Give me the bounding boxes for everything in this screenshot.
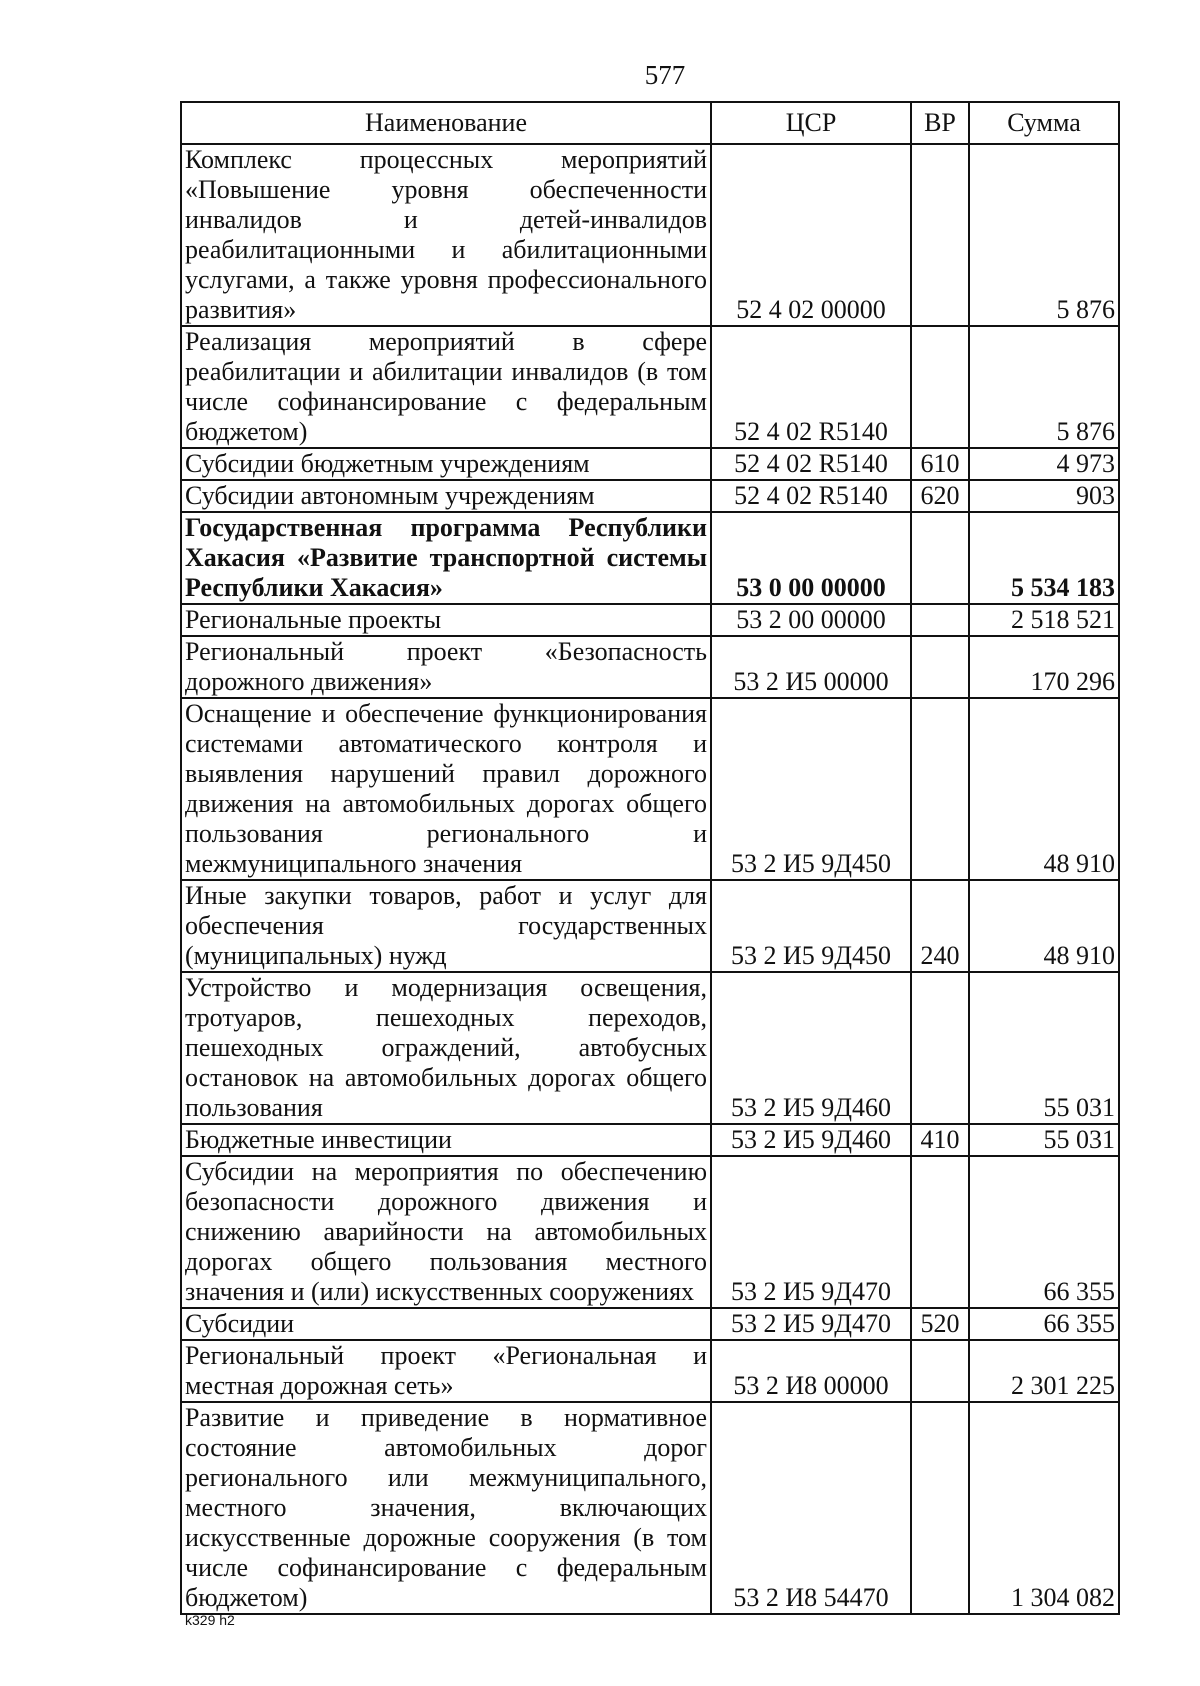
row-vr: [911, 512, 969, 604]
row-csr: 53 2 И5 9Д460: [711, 972, 911, 1124]
row-vr: 240: [911, 880, 969, 972]
budget-table: [180, 101, 1120, 1615]
row-csr: 53 2 00 00000: [711, 604, 911, 636]
page-number: 577: [644, 60, 686, 90]
row-csr: 53 2 И5 9Д450: [711, 698, 911, 880]
footer-code: k329 h2: [185, 1612, 235, 1628]
row-csr: 52 4 02 R5140: [711, 480, 911, 512]
table-row: [181, 326, 1119, 448]
row-csr: 53 2 И5 00000: [711, 636, 911, 698]
row-sum: 903: [969, 480, 1119, 512]
row-vr: 520: [911, 1308, 969, 1340]
table-row: [181, 1308, 1119, 1340]
row-vr: [911, 326, 969, 448]
table-row: [181, 880, 1119, 972]
table-header-row: [181, 102, 1119, 144]
table-row: [181, 636, 1119, 698]
row-name: Оснащение и обеспечение функционирования системами автоматического контроля и выявления нарушений правил дорожного движения на автомобильных дорогах общего пользования регионального и межмуниципального значения: [181, 698, 711, 880]
row-csr: 53 2 И8 00000: [711, 1340, 911, 1402]
row-sum: 4 973: [969, 448, 1119, 480]
row-sum: 55 031: [969, 972, 1119, 1124]
row-vr: 610: [911, 448, 969, 480]
row-name: Комплекс процессных мероприятий «Повышение уровня обеспеченности инвалидов и детей-инвалидов реабилитационными и абилитационными услугами, а также уровня профессионального развития»: [181, 144, 711, 326]
row-csr: 53 0 00 00000: [711, 512, 911, 604]
header-vr: ВР: [911, 102, 969, 144]
row-sum: 5 876: [969, 326, 1119, 448]
row-csr: 53 2 И5 9Д470: [711, 1308, 911, 1340]
row-sum: 170 296: [969, 636, 1119, 698]
table-row: [181, 972, 1119, 1124]
row-sum: 66 355: [969, 1156, 1119, 1308]
row-name: Устройство и модернизация освещения, тротуаров, пешеходных переходов, пешеходных ограждений, автобусных остановок на автомобильных дорогах общего пользования: [181, 972, 711, 1124]
row-name: Иные закупки товаров, работ и услуг для обеспечения государственных (муниципальных) нужд: [181, 880, 711, 972]
header-name: Наименование: [181, 102, 711, 144]
row-name: Реализация мероприятий в сфере реабилитации и абилитации инвалидов (в том числе софинансирование с федеральным бюджетом): [181, 326, 711, 448]
row-sum: 5 534 183: [969, 512, 1119, 604]
row-name: Субсидии на мероприятия по обеспечению безопасности дорожного движения и снижению аварийности на автомобильных дорогах общего пользования местного значения и (или) искусственных сооружениях: [181, 1156, 711, 1308]
row-name: Бюджетные инвестиции: [181, 1124, 711, 1156]
row-vr: [911, 698, 969, 880]
table-row: [181, 1340, 1119, 1402]
row-vr: [911, 144, 969, 326]
row-vr: 620: [911, 480, 969, 512]
table-row: [181, 144, 1119, 326]
row-vr: [911, 972, 969, 1124]
table-row: [181, 480, 1119, 512]
row-sum: 48 910: [969, 698, 1119, 880]
row-name: Региональные проекты: [181, 604, 711, 636]
row-csr: 52 4 02 R5140: [711, 326, 911, 448]
row-csr: 53 2 И5 9Д470: [711, 1156, 911, 1308]
row-vr: [911, 1156, 969, 1308]
row-sum: 55 031: [969, 1124, 1119, 1156]
row-vr: 410: [911, 1124, 969, 1156]
row-csr: 52 4 02 R5140: [711, 448, 911, 480]
row-sum: 48 910: [969, 880, 1119, 972]
row-csr: 53 2 И5 9Д450: [711, 880, 911, 972]
table-row: [181, 698, 1119, 880]
row-name: Развитие и приведение в нормативное состояние автомобильных дорог регионального или межмуниципального, местного значения, включающих искусственные дорожные сооружения (в том числе софинансирование с федеральным бюджетом): [181, 1402, 711, 1614]
row-csr: 53 2 И8 54470: [711, 1402, 911, 1614]
header-csr: ЦСР: [711, 102, 911, 144]
row-vr: [911, 1340, 969, 1402]
row-name: Региональный проект «Безопасность дорожного движения»: [181, 636, 711, 698]
row-vr: [911, 604, 969, 636]
row-name: Субсидии: [181, 1308, 711, 1340]
row-vr: [911, 636, 969, 698]
row-csr: 52 4 02 00000: [711, 144, 911, 326]
table-row: [181, 604, 1119, 636]
table-row: [181, 1402, 1119, 1614]
row-vr: [911, 1402, 969, 1614]
row-sum: 66 355: [969, 1308, 1119, 1340]
row-name: Субсидии автономным учреждениям: [181, 480, 711, 512]
row-sum: 2 301 225: [969, 1340, 1119, 1402]
row-csr: 53 2 И5 9Д460: [711, 1124, 911, 1156]
table-row-program: [181, 512, 1119, 604]
table-row: [181, 1156, 1119, 1308]
table-row: [181, 1124, 1119, 1156]
table-row: [181, 448, 1119, 480]
row-name: Субсидии бюджетным учреждениям: [181, 448, 711, 480]
row-name: Региональный проект «Региональная и местная дорожная сеть»: [181, 1340, 711, 1402]
row-name: Государственная программа Республики Хакасия «Развитие транспортной системы Республики Хакасия»: [181, 512, 711, 604]
row-sum: 2 518 521: [969, 604, 1119, 636]
row-sum: 1 304 082: [969, 1402, 1119, 1614]
header-sum: Сумма: [969, 102, 1119, 144]
row-sum: 5 876: [969, 144, 1119, 326]
